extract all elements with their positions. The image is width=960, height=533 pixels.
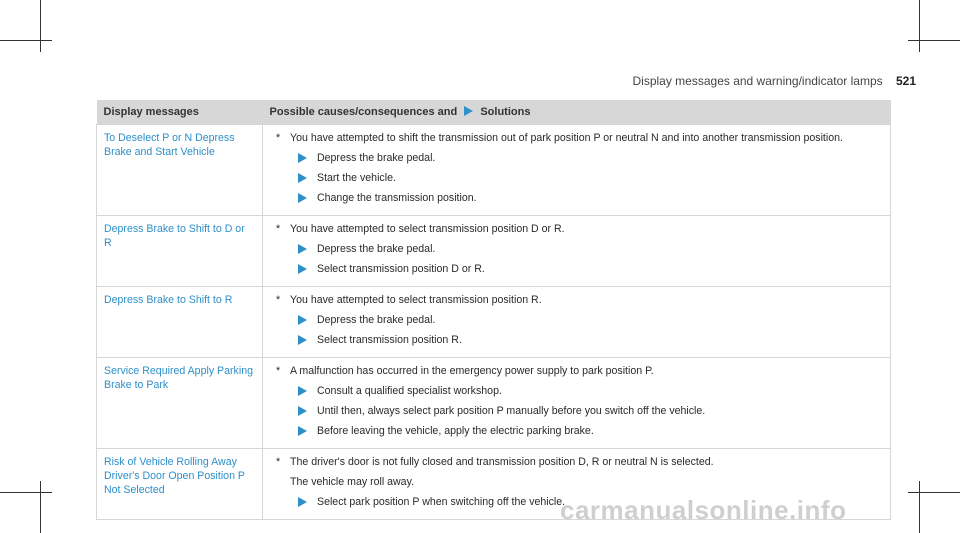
arrow-right-icon (298, 497, 307, 507)
solution-step: Change the transmission position. (298, 191, 883, 205)
page-header (633, 74, 917, 88)
solution-cell (263, 125, 891, 216)
cause-text: * You have attempted to select transmission position D or R. (276, 223, 565, 235)
display-message: Risk of Vehicle Rolling Away Driver's Door Open Position P Not Selected (97, 449, 263, 520)
crop-mark (0, 492, 52, 493)
display-message: To Deselect P or N Depress Brake and Start Vehicle (97, 125, 263, 216)
solution-step: Depress the brake pedal. (298, 313, 883, 327)
optional-equipment-star: * (276, 456, 281, 468)
solution-step: Depress the brake pedal. (298, 151, 883, 165)
page-header-title: Display messages and warning/indicator lamps (632, 74, 883, 88)
optional-equipment-star: * (276, 365, 281, 377)
column-header-causes-label: Possible causes/consequences and (269, 106, 458, 118)
table-row (97, 287, 891, 358)
column-header-solutions (263, 100, 891, 125)
solution-step: Select transmission position R. (298, 333, 883, 347)
solution-step: Consult a qualified specialist workshop. (298, 384, 883, 398)
solution-step: Start the vehicle. (298, 171, 883, 185)
arrow-right-icon (298, 153, 307, 163)
table-row (97, 125, 891, 216)
display-messages-table (96, 100, 891, 520)
crop-mark (919, 0, 920, 52)
solution-cell (263, 358, 891, 449)
optional-equipment-star: * (276, 132, 281, 144)
column-header-solutions-label: Solutions (480, 106, 531, 118)
display-message: Depress Brake to Shift to R (97, 287, 263, 358)
cause-text: * You have attempted to shift the transmission out of park position P or neutral N and into another transmission position. (276, 132, 843, 144)
solution-step: Before leaving the vehicle, apply the electric parking brake. (298, 424, 883, 438)
page-number: 521 (895, 74, 916, 88)
table-header-row (97, 100, 891, 125)
crop-mark (40, 481, 41, 533)
solution-step: Until then, always select park position P manually before you switch off the vehicle. (298, 404, 883, 418)
cause-text: * You have attempted to select transmission position R. (276, 294, 542, 306)
column-header-messages: Display messages (97, 100, 263, 125)
arrow-right-icon (298, 244, 307, 254)
arrow-right-icon (298, 426, 307, 436)
arrow-right-icon (298, 335, 307, 345)
watermark: carmanualsonline.info (560, 495, 847, 525)
consequence-text: The vehicle may roll away. (290, 476, 415, 488)
arrow-right-icon (298, 173, 307, 183)
solution-step: Select park position P when switching off the vehicle. (298, 495, 883, 509)
cause-text: * The driver's door is not fully closed and transmission position D, R or neutral N is selected. (276, 456, 714, 468)
crop-mark (908, 40, 960, 41)
arrow-right-icon (464, 106, 473, 116)
crop-mark (0, 40, 52, 41)
cause-text: * A malfunction has occurred in the emergency power supply to park position P. (276, 365, 654, 377)
crop-mark (40, 0, 41, 52)
table-row (97, 216, 891, 287)
arrow-right-icon (298, 315, 307, 325)
solution-cell (263, 287, 891, 358)
crop-mark (919, 481, 920, 533)
crop-mark (908, 492, 960, 493)
solution-cell (263, 216, 891, 287)
display-message: Depress Brake to Shift to D or R (97, 216, 263, 287)
optional-equipment-star: * (276, 223, 281, 235)
arrow-right-icon (298, 264, 307, 274)
arrow-right-icon (298, 193, 307, 203)
display-message: Service Required Apply Parking Brake to Park (97, 358, 263, 449)
arrow-right-icon (298, 386, 307, 396)
solution-step: Select transmission position D or R. (298, 262, 883, 276)
optional-equipment-star: * (276, 294, 281, 306)
arrow-right-icon (298, 406, 307, 416)
table-row (97, 358, 891, 449)
solution-step: Depress the brake pedal. (298, 242, 883, 256)
